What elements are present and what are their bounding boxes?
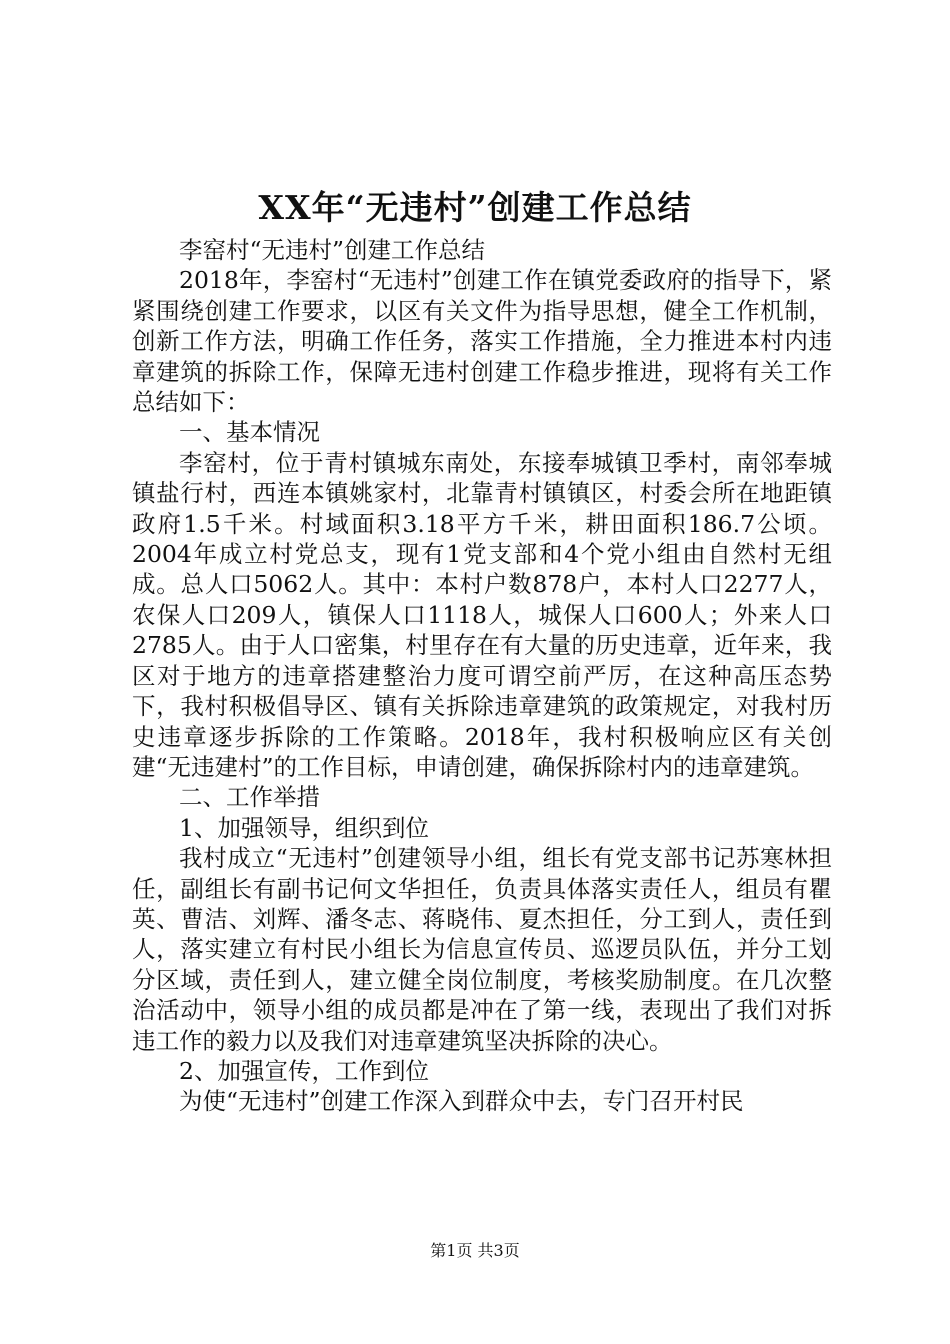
intro-paragraph: 2018年，李窑村“无违村”创建工作在镇党委政府的指导下，紧紧围绕创建工作要求，以区有关文件为指导思想，健全工作机制，创新工作方法，明确工作任务，落实工作措施，全力推进本村内违章建筑的拆除工作，保障无违村创建工作稳步推进，现将有关工作总结如下：	[132, 266, 832, 417]
publicity-paragraph: 为使“无违村”创建工作深入到群众中去，专门召开村民	[179, 1087, 744, 1116]
subheading-leadership: 1、加强领导，组织到位	[179, 813, 429, 842]
leadership-paragraph: 我村成立“无违村”创建领导小组，组长有党支部书记苏寒林担任，副组长有副书记何文华担任，负责具体落实责任人，组员有瞿英、曹洁、刘辉、潘冬志、蒋晓伟、夏杰担任，分工到人，责任到人，落实建立有村民小组长为信息宣传员、巡逻员队伍，并分工划分区域，责任到人，建立健全岗位制度，考核奖励制度。在几次整治活动中，领导小组的成员都是冲在了第一线，表现出了我们对拆违工作的毅力以及我们对违章建筑坚决拆除的决心。	[132, 844, 832, 1055]
page-number-footer: 第1页 共3页	[430, 1241, 520, 1260]
subheading-publicity: 2、加强宣传，工作到位	[179, 1056, 429, 1085]
section-heading-basic-info: 一、基本情况	[179, 418, 320, 447]
document-title: XX年“无违村”创建工作总结	[258, 188, 692, 227]
document-body	[132, 235, 832, 1117]
basic-info-paragraph: 李窑村，位于青村镇城东南处，东接奉城镇卫季村，南邻奉城镇盐行村，西连本镇姚家村，北靠青村镇镇区，村委会所在地距镇政府1.5千米。村域面积3.18平方千米，耕田面积186.7公顷。2004年成立村党总支，现有1党支部和4个党小组由自然村无组成。总人口5062人。其中：本村户数878户，本村人口2277人，农保人口209人，镇保人口1118人，城保人口600人；外来人口2785人。由于人口密集，村里存在有大量的历史违章，近年来，我区对于地方的违章搭建整治力度可谓空前严厉，在这种高压态势下，我村积极倡导区、镇有关拆除违章建筑的政策规定，对我村历史违章逐步拆除的工作策略。2018年，我村积极响应区有关创建“无违建村”的工作目标，申请创建，确保拆除村内的违章建筑。	[132, 448, 832, 781]
subtitle-paragraph: 李窑村“无违村”创建工作总结	[179, 236, 486, 264]
section-heading-measures: 二、工作举措	[179, 783, 320, 812]
